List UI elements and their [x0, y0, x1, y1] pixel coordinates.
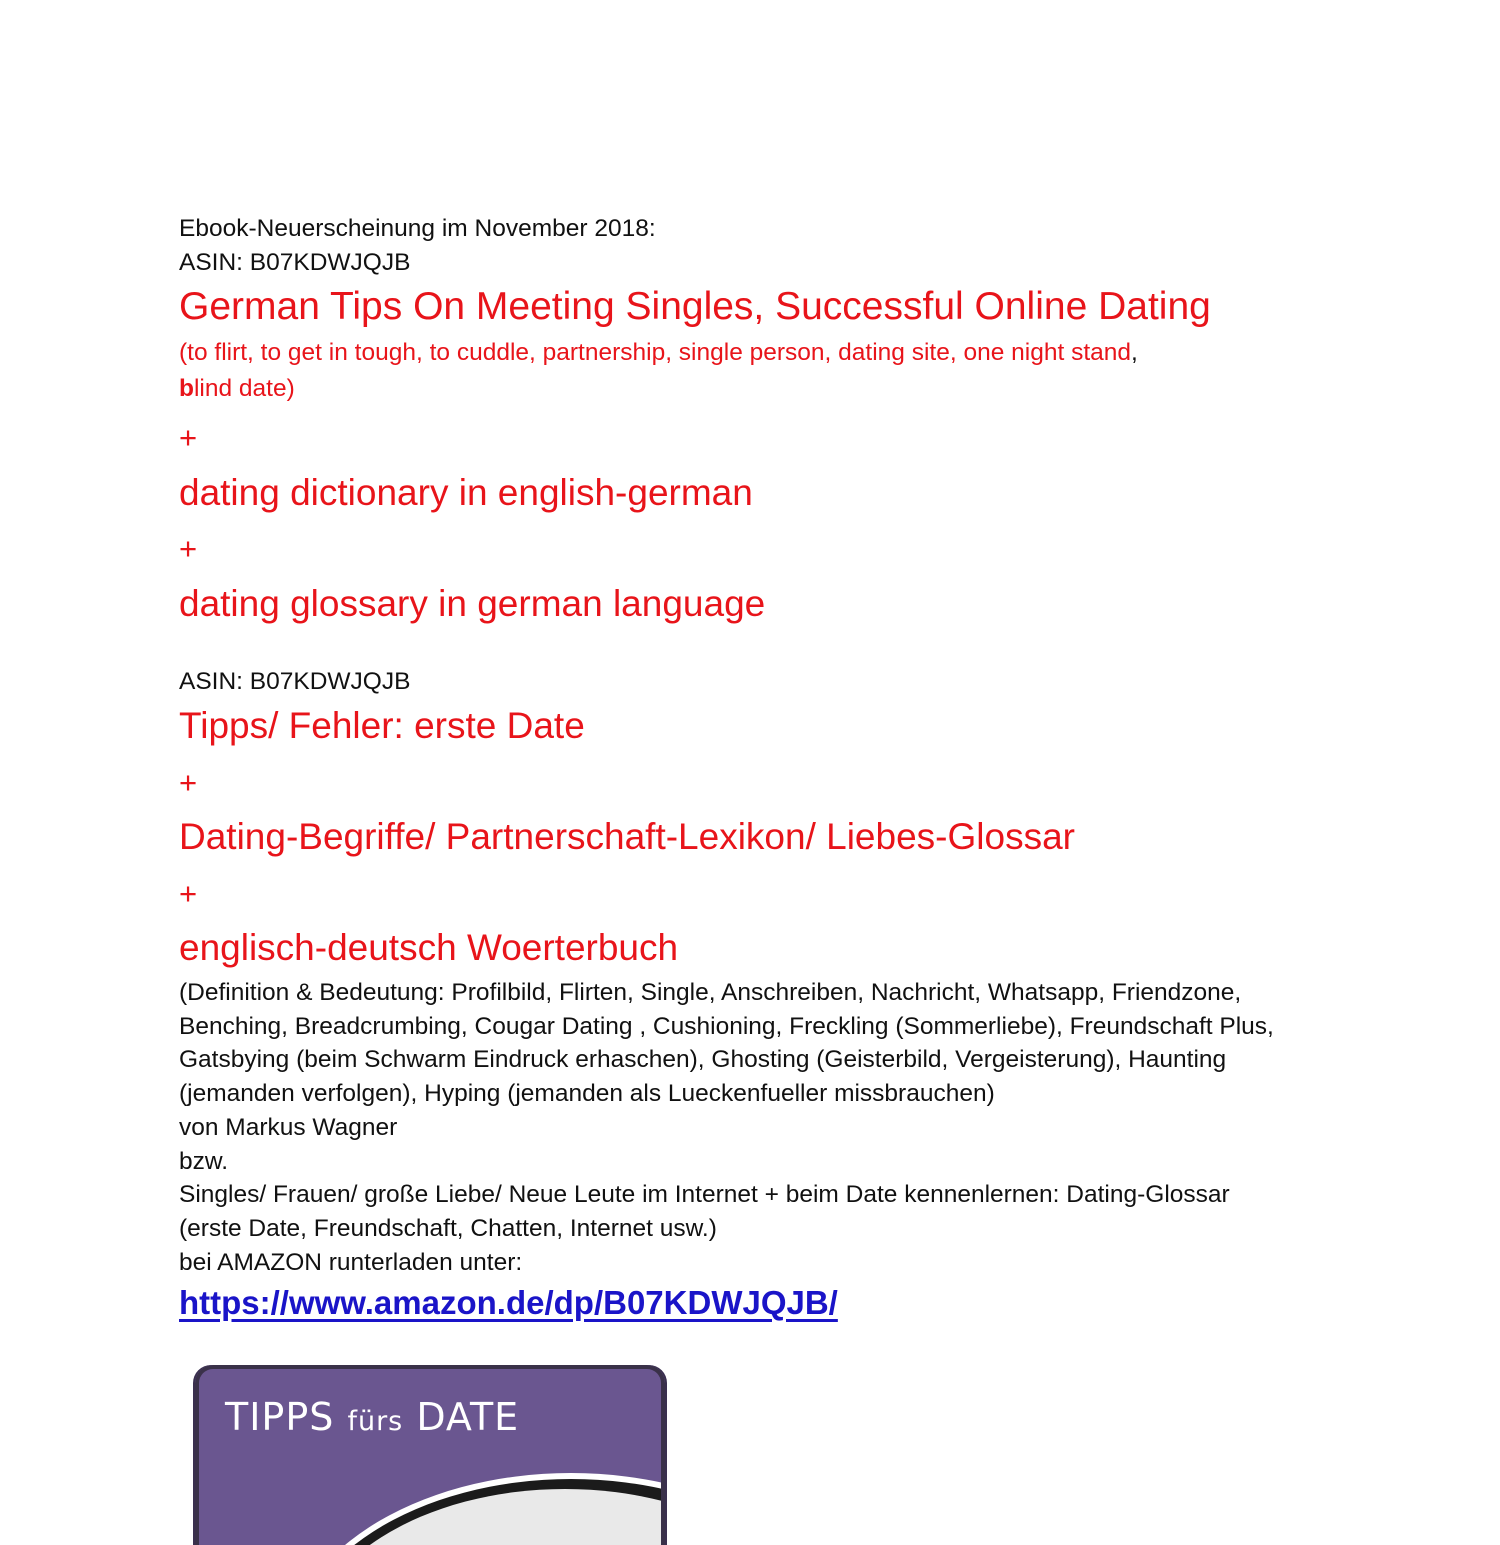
release-line: Ebook-Neuerscheinung im November 2018: — [179, 215, 656, 242]
english-title: German Tips On Meeting Singles, Successful Online Dating — [179, 285, 1211, 328]
woerterbuch-heading: englisch-deutsch Woerterbuch — [179, 927, 679, 968]
download-line: bei AMAZON runterladen unter: — [179, 1249, 523, 1276]
asin-label: ASIN: B07KDWJQJB — [179, 249, 411, 276]
description-line: Benching, Breadcrumbing, Cougar Dating , Cushioning, Freckling (Sommerliebe), Freundschaft Plus, — [179, 1013, 1274, 1040]
bzw-line: bzw. — [179, 1148, 229, 1175]
amazon-link[interactable]: https://www.amazon.de/dp/B07KDWJQJB/ — [179, 1284, 838, 1321]
cover-title: TIPPS fürs DATE — [225, 1395, 520, 1439]
plus-sign: + — [179, 876, 198, 911]
glossary-heading: dating glossary in german language — [179, 583, 766, 624]
english-subtitle-line1: (to flirt, to get in tough, to cuddle, partnership, single person, dating site, one night stand, — [179, 339, 1138, 366]
plus-sign: + — [179, 531, 198, 566]
german-title: Tipps/ Fehler: erste Date — [179, 705, 585, 746]
dictionary-heading: dating dictionary in english-german — [179, 472, 753, 513]
plus-sign: + — [179, 765, 198, 800]
alt-title-line: Singles/ Frauen/ große Liebe/ Neue Leute im Internet + beim Date kennenlernen: Dating-Glossar — [179, 1181, 1230, 1208]
description-line: Gatsbying (beim Schwarm Eindruck erhaschen), Ghosting (Geisterbild, Vergeisterung), Haunting — [179, 1046, 1227, 1073]
asin-label: ASIN: B07KDWJQJB — [179, 668, 411, 695]
book-cover-image — [195, 1365, 665, 1545]
english-subtitle-line2: blind date) — [179, 375, 295, 402]
lexikon-heading: Dating-Begriffe/ Partnerschaft-Lexikon/ Liebes-Glossar — [179, 816, 1075, 857]
author-line: von Markus Wagner — [179, 1114, 398, 1141]
description-line: (Definition & Bedeutung: Profilbild, Flirten, Single, Anschreiben, Nachricht, Whatsapp, Friendzone, — [179, 979, 1242, 1006]
cover-border — [195, 1365, 665, 1545]
plus-sign: + — [179, 420, 198, 455]
description-line: (jemanden verfolgen), Hyping (jemanden als Lueckenfueller missbrauchen) — [179, 1080, 995, 1107]
alt-title-line: (erste Date, Freundschaft, Chatten, Internet usw.) — [179, 1215, 717, 1242]
